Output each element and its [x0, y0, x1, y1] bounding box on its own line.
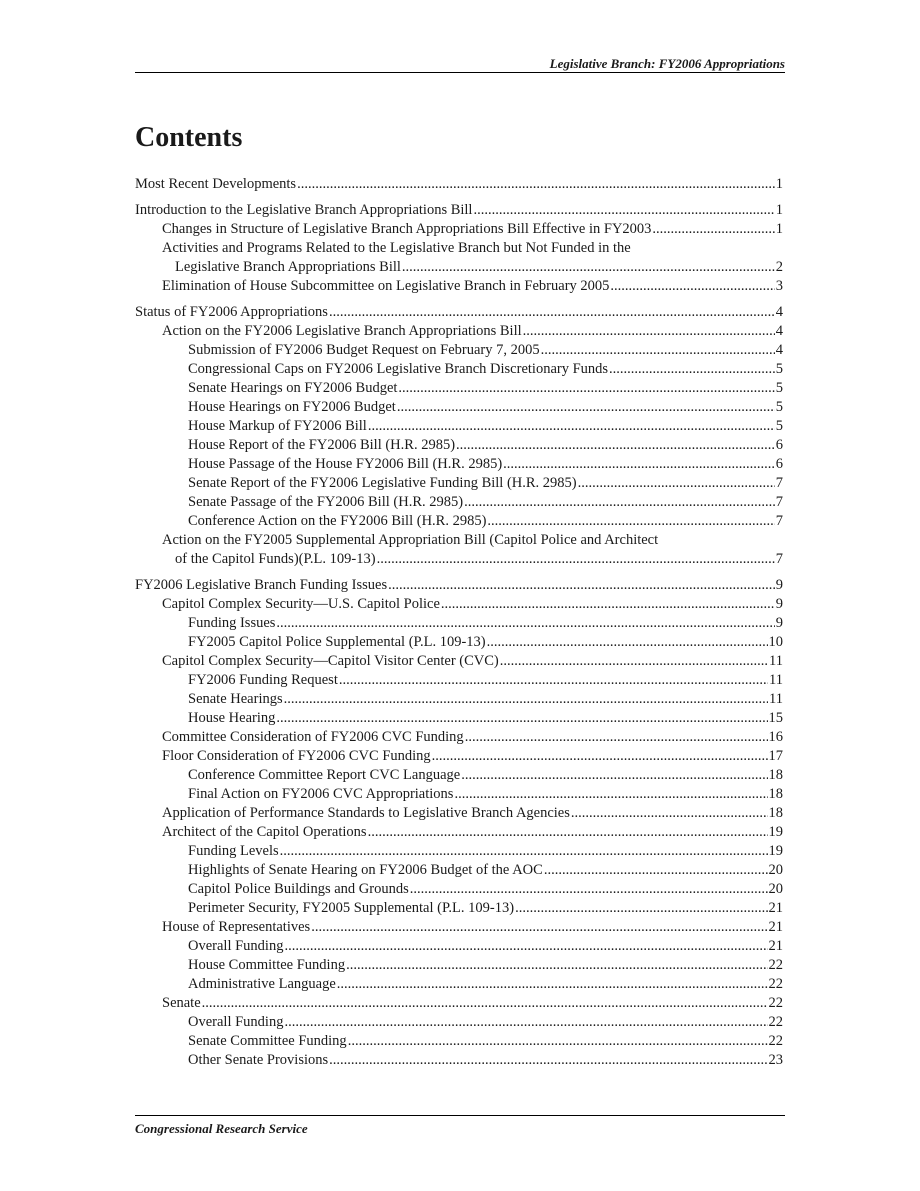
toc-page-number: 5: [775, 380, 783, 396]
toc-entry-title: House Passage of the House FY2006 Bill (H.R. 2985): [188, 456, 503, 472]
toc-entry[interactable]: [135, 918, 783, 937]
toc-page-number: 11: [769, 653, 783, 669]
toc-entry[interactable]: [135, 633, 783, 652]
toc-entry-title: Senate Hearings on FY2006 Budget: [188, 380, 398, 396]
dot-leader: [541, 341, 775, 360]
dot-leader: [652, 220, 774, 239]
toc-entry[interactable]: [135, 690, 783, 709]
dot-leader: [544, 861, 768, 880]
toc-entry-title: FY2006 Funding Request: [188, 672, 338, 688]
toc-page-number: 11: [769, 672, 783, 688]
dot-leader: [523, 322, 775, 341]
toc-entry[interactable]: [135, 277, 783, 296]
toc-page-number: 7: [775, 551, 783, 567]
dot-leader: [388, 576, 775, 595]
toc-page-number: 16: [768, 729, 783, 745]
dot-leader: [456, 436, 775, 455]
toc-page-number: 4: [775, 342, 783, 358]
toc-entry[interactable]: [135, 652, 783, 671]
toc-entry-title-continuation: of the Capitol Funds)(P.L. 109-13): [175, 551, 376, 567]
toc-entry-title: Action on the FY2005 Supplemental Appropriation Bill (Capitol Police and Architect: [162, 532, 659, 548]
toc-page-number: 21: [768, 919, 783, 935]
dot-leader: [503, 455, 775, 474]
toc-page-number: 5: [775, 399, 783, 415]
toc-entry-title: Changes in Structure of Legislative Branch Appropriations Bill Effective in FY2003: [162, 221, 652, 237]
dot-leader: [410, 880, 768, 899]
toc-entry[interactable]: [135, 493, 783, 512]
dot-leader: [202, 994, 768, 1013]
dot-leader: [377, 550, 775, 569]
dot-leader: [276, 709, 767, 728]
toc-page-number: 20: [768, 881, 783, 897]
toc-page-number: 5: [775, 361, 783, 377]
toc-entry-title: Application of Performance Standards to Legislative Branch Agencies: [162, 805, 570, 821]
toc-entry-title: Highlights of Senate Hearing on FY2006 Budget of the AOC: [188, 862, 543, 878]
dot-leader: [465, 728, 768, 747]
toc-page-number: 3: [775, 278, 783, 294]
toc-entry-title: Administrative Language: [188, 976, 336, 992]
dot-leader: [487, 512, 774, 531]
dot-leader: [398, 379, 774, 398]
toc-entry-title: House Hearing: [188, 710, 276, 726]
toc-entry[interactable]: [135, 709, 783, 728]
dot-leader: [337, 975, 768, 994]
toc-page-number: 21: [768, 900, 783, 916]
dot-leader: [473, 201, 774, 220]
toc-entry-title: Most Recent Developments: [135, 176, 297, 192]
toc-entry[interactable]: [135, 899, 783, 918]
toc-entry-title: Status of FY2006 Appropriations: [135, 304, 328, 320]
dot-leader: [402, 258, 775, 277]
toc-page-number: 4: [775, 304, 783, 320]
dot-leader: [441, 595, 775, 614]
toc-entry-title: Congressional Caps on FY2006 Legislative Branch Discretionary Funds: [188, 361, 609, 377]
toc-entry[interactable]: [135, 398, 783, 417]
toc-page-number: 22: [768, 1033, 783, 1049]
toc-entry[interactable]: [135, 175, 783, 194]
toc-page-number: 7: [775, 494, 783, 510]
toc-entry[interactable]: [135, 937, 783, 956]
dot-leader: [280, 842, 768, 861]
dot-leader: [346, 956, 767, 975]
toc-entry-title: Other Senate Provisions: [188, 1052, 329, 1068]
toc-entry-title: Senate Committee Funding: [188, 1033, 347, 1049]
toc-entry-title: Senate Hearings: [188, 691, 283, 707]
toc-entry-title: Funding Issues: [188, 615, 276, 631]
dot-leader: [397, 398, 775, 417]
toc-page-number: 5: [775, 418, 783, 434]
toc-page-number: 17: [768, 748, 783, 764]
toc-entry[interactable]: [135, 956, 783, 975]
toc-page-number: 23: [768, 1052, 783, 1068]
toc-entry[interactable]: [135, 322, 783, 341]
toc-entry-title: Submission of FY2006 Budget Request on February 7, 2005: [188, 342, 540, 358]
toc-entry[interactable]: [135, 239, 783, 277]
header-rule: [135, 72, 785, 73]
toc-entry-title: Conference Committee Report CVC Language: [188, 767, 461, 783]
toc-entry[interactable]: [135, 861, 783, 880]
toc-entry[interactable]: [135, 220, 783, 239]
toc-entry[interactable]: [135, 512, 783, 531]
toc-entry-title: Overall Funding: [188, 938, 284, 954]
toc-entry[interactable]: [135, 823, 783, 842]
toc-entry[interactable]: [135, 671, 783, 690]
toc-entry[interactable]: [135, 360, 783, 379]
toc-entry-title: Capitol Complex Security—Capitol Visitor Center (CVC): [162, 653, 499, 669]
toc-page-number: 20: [768, 862, 783, 878]
toc-entry-title: Final Action on FY2006 CVC Appropriations: [188, 786, 454, 802]
dot-leader: [578, 474, 775, 493]
running-footer: Congressional Research Service: [135, 1121, 308, 1136]
toc-entry[interactable]: [135, 975, 783, 994]
dot-leader: [348, 1032, 768, 1051]
dot-leader: [311, 918, 767, 937]
toc-entry-title: Committee Consideration of FY2006 CVC Funding: [162, 729, 464, 745]
toc-entry[interactable]: [135, 436, 783, 455]
footer-rule: [135, 1115, 785, 1116]
dot-leader: [329, 303, 775, 322]
toc-page-number: 10: [768, 634, 783, 650]
toc-entry-title: Funding Levels: [188, 843, 279, 859]
dot-leader: [500, 652, 768, 671]
toc-entry[interactable]: [135, 417, 783, 436]
toc-entry[interactable]: [135, 842, 783, 861]
toc-entry[interactable]: [135, 994, 783, 1013]
toc-entry-title: Conference Action on the FY2006 Bill (H.R. 2985): [188, 513, 487, 529]
toc-entry[interactable]: [135, 728, 783, 747]
toc-page-number: 22: [768, 995, 783, 1011]
toc-entry[interactable]: [135, 201, 783, 220]
toc-page-number: 15: [768, 710, 783, 726]
toc-entry[interactable]: [135, 455, 783, 474]
toc-entry-title: Elimination of House Subcommittee on Legislative Branch in February 2005: [162, 278, 610, 294]
toc-entry-title: Capitol Police Buildings and Grounds: [188, 881, 409, 897]
toc-entry-title: House of Representatives: [162, 919, 311, 935]
toc-entry[interactable]: [135, 766, 783, 785]
dot-leader: [329, 1051, 767, 1070]
running-header: Legislative Branch: FY2006 Appropriations: [549, 56, 785, 71]
toc-entry-title: House Markup of FY2006 Bill: [188, 418, 367, 434]
toc-entry[interactable]: [135, 747, 783, 766]
dot-leader: [609, 360, 775, 379]
dot-leader: [297, 175, 775, 194]
dot-leader: [487, 633, 768, 652]
toc-entry-title: House Hearings on FY2006 Budget: [188, 399, 396, 415]
dot-leader: [276, 614, 774, 633]
toc-page-number: 7: [775, 513, 783, 529]
toc-entry[interactable]: [135, 1032, 783, 1051]
toc-entry-title: FY2006 Legislative Branch Funding Issues: [135, 577, 388, 593]
toc-entry[interactable]: [135, 595, 783, 614]
toc-page-number: 6: [775, 456, 783, 472]
toc-entry[interactable]: [135, 576, 783, 595]
toc-entry-title: Perimeter Security, FY2005 Supplemental (P.L. 109-13): [188, 900, 515, 916]
toc-page-number: 1: [775, 221, 783, 237]
toc-page-number: 11: [769, 691, 783, 707]
dot-leader: [284, 1013, 767, 1032]
toc-entry[interactable]: [135, 531, 783, 569]
dot-leader: [515, 899, 767, 918]
toc-page-number: 4: [775, 323, 783, 339]
toc-entry-title: Overall Funding: [188, 1014, 284, 1030]
toc-page-number: 7: [775, 475, 783, 491]
toc-entry[interactable]: [135, 341, 783, 360]
toc-entry-title: Introduction to the Legislative Branch Appropriations Bill: [135, 202, 473, 218]
toc-entry-title: Floor Consideration of FY2006 CVC Funding: [162, 748, 431, 764]
dot-leader: [454, 785, 767, 804]
dot-leader: [368, 417, 775, 436]
toc-entry-title: Architect of the Capitol Operations: [162, 824, 367, 840]
page-title: Contents: [135, 122, 243, 153]
toc-page-number: 19: [768, 824, 783, 840]
dot-leader: [339, 671, 768, 690]
dot-leader: [368, 823, 768, 842]
toc-entry[interactable]: [135, 785, 783, 804]
toc-entry[interactable]: [135, 804, 783, 823]
toc-entry-title: Capitol Complex Security—U.S. Capitol Police: [162, 596, 440, 612]
toc-entry-title: Senate Passage of the FY2006 Bill (H.R. 2985): [188, 494, 464, 510]
toc-entry[interactable]: [135, 614, 783, 633]
dot-leader: [610, 277, 774, 296]
toc-page-number: 9: [775, 596, 783, 612]
toc-entry[interactable]: [135, 303, 783, 322]
dot-leader: [571, 804, 768, 823]
toc-entry-title: FY2005 Capitol Police Supplemental (P.L. 109-13): [188, 634, 486, 650]
toc-page-number: 6: [775, 437, 783, 453]
toc-entry[interactable]: [135, 379, 783, 398]
toc-page-number: 22: [768, 1014, 783, 1030]
toc-page-number: 2: [775, 259, 783, 275]
toc-entry[interactable]: [135, 474, 783, 493]
dot-leader: [432, 747, 768, 766]
toc-entry-title: House Report of the FY2006 Bill (H.R. 2985): [188, 437, 456, 453]
dot-leader: [464, 493, 775, 512]
table-of-contents: [135, 175, 783, 1070]
toc-entry-title: Activities and Programs Related to the Legislative Branch but Not Funded in the: [162, 240, 631, 256]
toc-page-number: 9: [775, 577, 783, 593]
toc-page-number: 22: [768, 957, 783, 973]
toc-entry[interactable]: [135, 880, 783, 899]
toc-page-number: 21: [768, 938, 783, 954]
toc-entry[interactable]: [135, 1051, 783, 1070]
toc-page-number: 1: [775, 176, 783, 192]
toc-page-number: 9: [775, 615, 783, 631]
toc-page-number: 18: [768, 767, 783, 783]
toc-entry-title: Action on the FY2006 Legislative Branch Appropriations Bill: [162, 323, 522, 339]
toc-page-number: 19: [768, 843, 783, 859]
toc-entry-title: Senate: [162, 995, 201, 1011]
toc-entry[interactable]: [135, 1013, 783, 1032]
dot-leader: [284, 937, 767, 956]
dot-leader: [461, 766, 767, 785]
toc-page-number: 22: [768, 976, 783, 992]
toc-page-number: 18: [768, 805, 783, 821]
toc-page-number: 1: [775, 202, 783, 218]
toc-entry-title: Senate Report of the FY2006 Legislative Funding Bill (H.R. 2985): [188, 475, 577, 491]
toc-page-number: 18: [768, 786, 783, 802]
toc-entry-title-continuation: Legislative Branch Appropriations Bill: [175, 259, 401, 275]
dot-leader: [284, 690, 768, 709]
toc-entry-title: House Committee Funding: [188, 957, 346, 973]
